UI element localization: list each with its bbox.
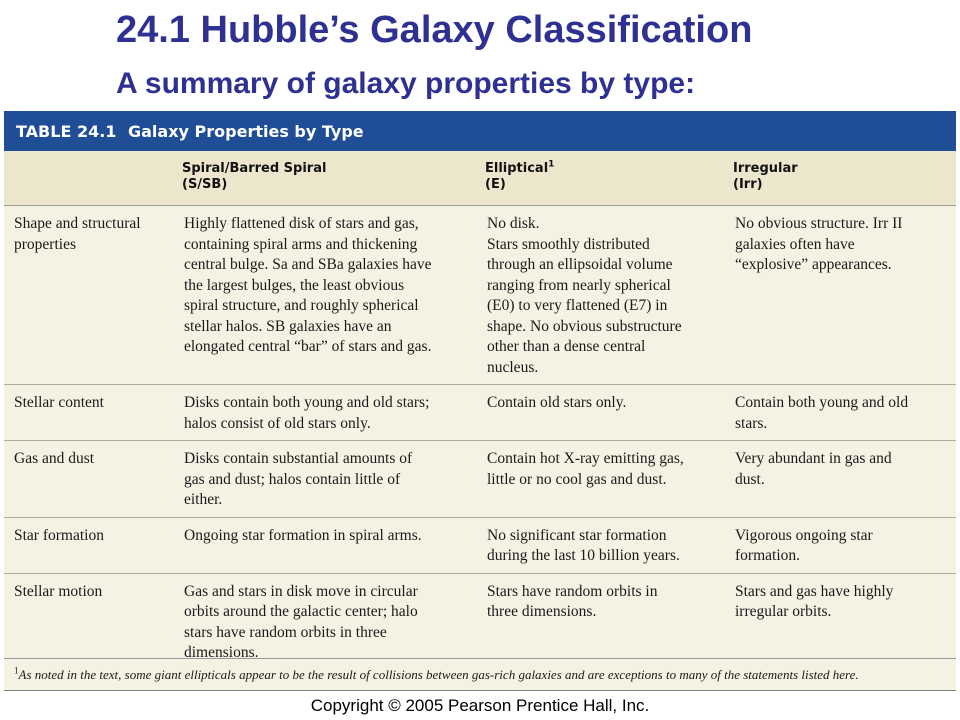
cell-elliptical: No disk. Stars smoothly distributed through an ellipsoidal volume ranging from nearly spherical (E0) to very flattened (E7) in shape. No obvious substructure other than a dense central nucleus.: [477, 206, 725, 385]
header-elliptical-abbrev: (E): [485, 177, 506, 192]
table-header-row: [4, 151, 956, 206]
header-spiral-abbrev: (S/SB): [182, 177, 228, 192]
table-footnote: [4, 658, 956, 690]
table-row: [4, 441, 956, 518]
properties-grid: [4, 151, 956, 670]
cell-spiral: Ongoing star formation in spiral arms.: [174, 517, 477, 573]
table-row: [4, 573, 956, 670]
copyright-notice: Copyright © 2005 Pearson Prentice Hall, Inc.: [310, 696, 650, 715]
table-row: [4, 385, 956, 441]
row-property-label: Shape and structural properties: [4, 206, 174, 385]
cell-irregular: Very abundant in gas and dust.: [725, 441, 956, 518]
table-caption-bar: [4, 111, 956, 151]
table-caption-number: TABLE 24.1: [16, 121, 117, 141]
footnote-text: As noted in the text, some giant ellipticals appear to be the result of collisions between gas-rich galaxies and are exceptions to many of the statements listed here.: [18, 667, 859, 682]
cell-irregular: Vigorous ongoing star formation.: [725, 517, 956, 573]
cell-elliptical: Contain old stars only.: [477, 385, 725, 441]
galaxy-properties-table: [4, 111, 956, 691]
cell-irregular: No obvious structure. Irr II galaxies often have “explosive” appearances.: [725, 206, 956, 385]
cell-elliptical: Stars have random orbits in three dimensions.: [487, 582, 658, 620]
slide-title: 24.1 Hubble’s Galaxy Classification: [116, 9, 753, 51]
row-property-label: Stellar content: [4, 385, 174, 441]
header-irregular-name: Irregular: [733, 161, 798, 176]
cell-irregular: Stars and gas have highly irregular orbits.: [735, 582, 894, 620]
cell-spiral: Gas and stars in disk move in circular orbits around the galactic center; halo stars have random orbits in three dimensions.: [184, 582, 418, 661]
footnote-marker: 1: [14, 665, 19, 676]
header-property: [4, 151, 174, 206]
row-property-label: Star formation: [4, 517, 174, 573]
cell-elliptical: No significant star formation during the last 10 billion years.: [477, 517, 725, 573]
cell-spiral: Disks contain both young and old stars; halos consist of old stars only.: [174, 385, 477, 441]
cell-elliptical: Contain hot X-ray emitting gas, little or no cool gas and dust.: [477, 441, 725, 518]
header-elliptical: [477, 151, 725, 206]
header-irregular: [725, 151, 956, 206]
slide-subtitle: A summary of galaxy properties by type:: [116, 67, 696, 100]
header-irregular-abbrev: (Irr): [733, 177, 763, 192]
table-row: [4, 206, 956, 385]
footnote-ref-marker: 1: [548, 159, 555, 170]
header-elliptical-name: Elliptical: [485, 161, 549, 176]
row-property-label: Stellar motion: [14, 582, 103, 600]
table-caption-title: Galaxy Properties by Type: [128, 121, 364, 141]
header-spiral-name: Spiral/Barred Spiral: [182, 161, 327, 176]
cell-spiral: Disks contain substantial amounts of gas and dust; halos contain little of either.: [174, 441, 477, 518]
cell-spiral: Highly flattened disk of stars and gas, containing spiral arms and thickening central bulge. Sa and SBa galaxies have the largest bulges, the least obvious spiral structure, and roughly spherical stellar halos. SB galaxies have an elongated central “bar” of stars and gas.: [174, 206, 477, 385]
row-property-label: Gas and dust: [4, 441, 174, 518]
cell-irregular: Contain both young and old stars.: [725, 385, 956, 441]
table-row: [4, 517, 956, 573]
header-spiral: [174, 151, 477, 206]
